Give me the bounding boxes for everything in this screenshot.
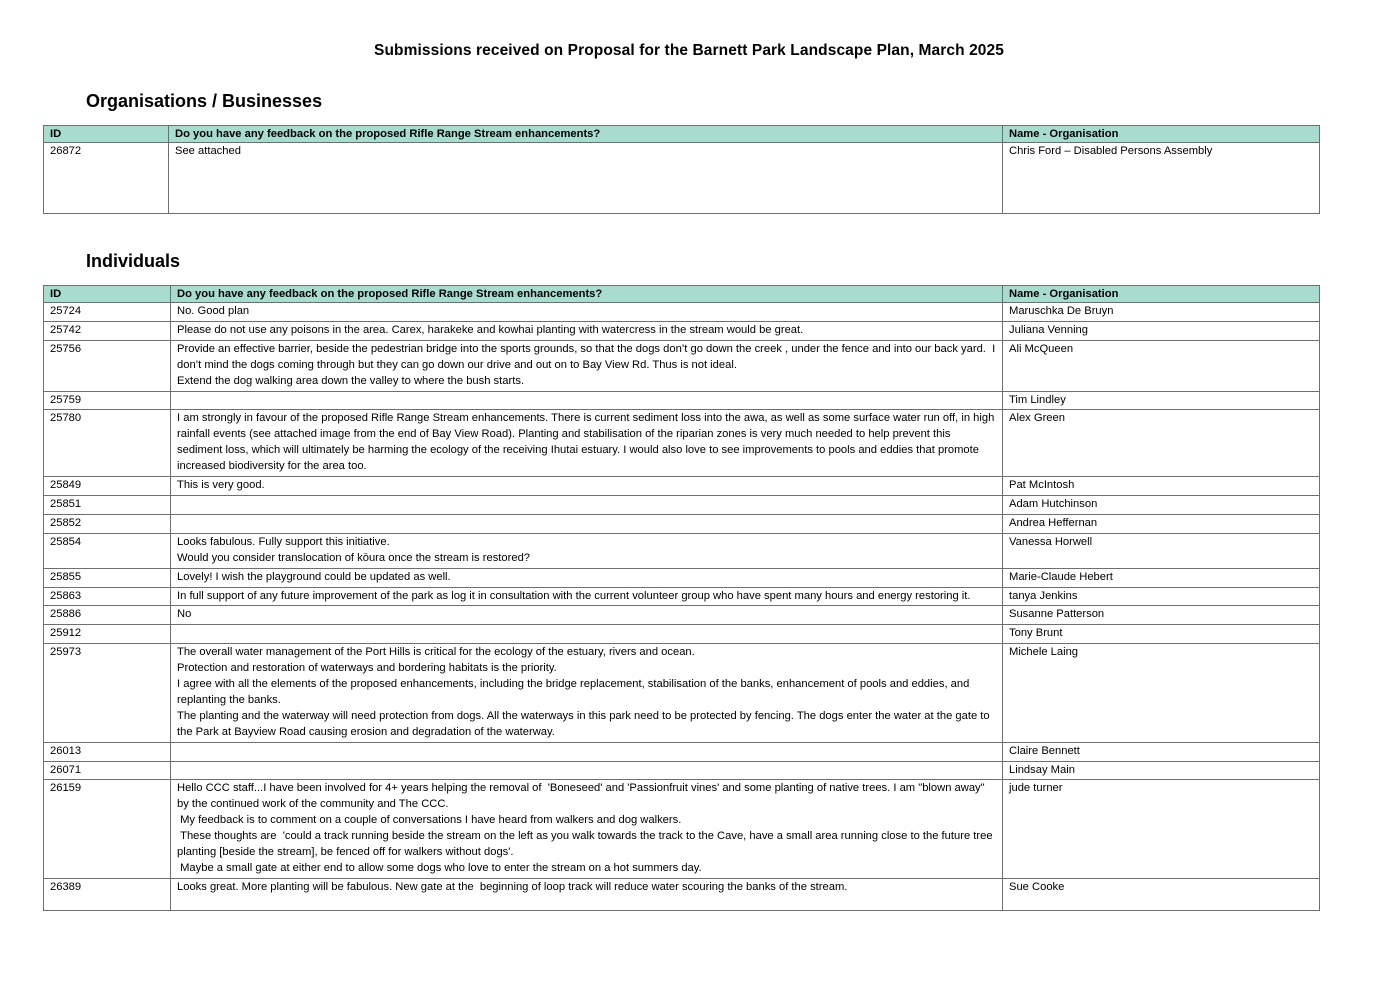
table-header-row [44,126,1320,143]
feedback-paragraph: The planting and the waterway will need protection from dogs. All the waterways in this park need to be protected by fencing. The dogs enter the water at the gate to the Park at Bayview Road causing erosion and degradation of the waterway. [177,709,993,738]
submission-feedback [171,780,1003,878]
feedback-paragraph: I am strongly in favour of the proposed Rifle Range Stream enhancements. There is current sediment loss into the awa, as well as some surface water run off, in high rainfall events (see attached image from the end of Bay View Road). Planting and stabilisation of the riparian zones is very much needed to help prevent this sediment loss, which will ultimately be harming the ecology of the receiving Ihutai estuary. I would also love to see improvements to pools and eddies that promote increased biodiversity for the area too. [177,412,998,473]
feedback-paragraph: Provide an effective barrier, beside the pedestrian bridge into the sports grounds, so that the dogs don’t go down the creek , under the fence and into our back yard. I don’t mind the dogs coming through but they can go down our drive and out on to Bay View Rd. Thus is not ideal. [177,342,999,371]
table-row [44,606,1320,625]
submission-id: 25724 [44,303,171,322]
submission-id: 25912 [44,625,171,644]
submission-id: 26159 [44,780,171,878]
table-row [44,780,1320,878]
submission-feedback [171,514,1003,533]
submission-feedback [171,391,1003,410]
submission-id: 26071 [44,761,171,780]
submission-id: 25855 [44,568,171,587]
submission-feedback [171,606,1003,625]
individuals-table [43,285,1320,911]
submission-id: 25742 [44,321,171,340]
submitter-name: Adam Hutchinson [1003,495,1320,514]
submission-feedback [171,303,1003,322]
submitter-name: Claire Bennett [1003,742,1320,761]
column-header-feedback: Do you have any feedback on the proposed Rifle Range Stream enhancements? [171,286,1003,303]
column-header-id: ID [44,126,169,143]
feedback-paragraph: Would you consider translocation of kōura once the stream is restored? [177,551,531,564]
submitter-name: Vanessa Horwell [1003,533,1320,568]
submission-feedback [171,495,1003,514]
feedback-paragraph: Please do not use any poisons in the area. Carex, harakeke and kowhai planting with watercress in the stream would be great. [177,323,804,336]
submitter-name: tanya Jenkins [1003,587,1320,606]
submission-feedback [171,878,1003,910]
feedback-paragraph: Maybe a small gate at either end to allow some dogs who love to enter the stream on a hot summers day. [177,862,702,874]
submitter-name: Lindsay Main [1003,761,1320,780]
column-header-name: Name - Organisation [1003,126,1320,143]
organisations-table-body [44,143,1320,214]
organisations-table [43,125,1320,214]
submitter-name: Alex Green [1003,410,1320,477]
submission-id: 25851 [44,495,171,514]
table-row [44,761,1320,780]
feedback-paragraph: No. Good plan [177,305,250,317]
table-row [44,340,1320,391]
table-row [44,495,1320,514]
submitter-name: Maruschka De Bruyn [1003,303,1320,322]
document-title: Submissions received on Proposal for the Barnett Park Landscape Plan, March 2025 [374,42,1004,59]
submission-id: 25863 [44,587,171,606]
feedback-paragraph: The overall water management of the Port Hills is critical for the ecology of the estuary, rivers and ocean. [177,646,695,659]
table-row [44,587,1320,606]
submitter-name: Ali McQueen [1003,340,1320,391]
submission-feedback [171,533,1003,568]
table-row [44,644,1320,742]
table-row [44,321,1320,340]
submission-feedback [171,587,1003,606]
feedback-paragraph: Looks fabulous. Fully support this initiative. [177,535,390,548]
submission-id: 25852 [44,514,171,533]
individuals-table-body [44,303,1320,911]
submission-feedback [171,477,1003,496]
submission-feedback [171,340,1003,391]
submission-id: 25854 [44,533,171,568]
feedback-paragraph: See attached [175,145,241,157]
feedback-paragraph: Hello CCC staff...I have been involved for 4+ years helping the removal of 'Boneseed' and 'Passionfruit vines' and some planting of native trees. I am "blown away" by the continued work of the community and The CCC. [177,782,988,811]
submission-id: 26872 [44,143,169,214]
table-row [44,410,1320,477]
submission-feedback [171,644,1003,742]
table-row [44,568,1320,587]
submitter-name: Tony Brunt [1003,625,1320,644]
table-row [44,625,1320,644]
submission-feedback [171,761,1003,780]
submission-id: 26013 [44,742,171,761]
submission-feedback [171,321,1003,340]
submitter-name: Pat McIntosh [1003,477,1320,496]
feedback-paragraph: This is very good. [177,479,265,492]
feedback-paragraph: I agree with all the elements of the proposed enhancements, including the bridge replacement, stabilisation of the banks, enhancement of pools and eddies, and replanting the banks. [177,678,973,706]
table-row [44,878,1320,910]
column-header-name: Name - Organisation [1003,286,1320,303]
submission-id: 25780 [44,410,171,477]
table-row [44,514,1320,533]
submission-id: 25756 [44,340,171,391]
submission-feedback [169,143,1003,214]
feedback-paragraph: These thoughts are 'could a track running beside the stream on the left as you walk towards the track to the Cave, have a small area running close to the future tree planting [beside the stream], be fenced off for walkers without dogs'. [177,830,996,859]
column-header-feedback: Do you have any feedback on the proposed Rifle Range Stream enhancements? [169,126,1003,143]
table-row [44,391,1320,410]
submitter-name: Marie-Claude Hebert [1003,568,1320,587]
feedback-paragraph: Lovely! I wish the playground could be updated as well. [177,570,451,583]
submitter-name: jude turner [1003,780,1320,878]
submitter-name: Susanne Patterson [1003,606,1320,625]
submission-id: 26389 [44,878,171,910]
submission-feedback [171,568,1003,587]
organisations-heading: Organisations / Businesses [86,91,323,111]
feedback-paragraph: In full support of any future improvement of the park as log it in consultation with the current volunteer group who have spent many hours and energy restoring it. [177,589,971,602]
feedback-paragraph: My feedback is to comment on a couple of conversations I have heard from walkers and dog walkers. [177,814,682,827]
table-row [44,742,1320,761]
feedback-paragraph: Protection and restoration of waterways and bordering habitats is the priority. [177,662,557,675]
submission-feedback [171,410,1003,477]
submitter-name: Chris Ford – Disabled Persons Assembly [1003,143,1320,214]
submitter-name: Tim Lindley [1003,391,1320,410]
table-row [44,533,1320,568]
feedback-paragraph: Looks great. More planting will be fabulous. New gate at the beginning of loop track will reduce water scouring the banks of the stream. [177,880,848,893]
submission-feedback [171,742,1003,761]
submission-id: 25973 [44,644,171,742]
submitter-name: Juliana Venning [1003,321,1320,340]
feedback-paragraph: Extend the dog walking area down the valley to where the bush starts. [177,374,525,387]
feedback-paragraph: No [177,608,192,621]
submitter-name: Sue Cooke [1003,878,1320,910]
column-header-id: ID [44,286,171,303]
submission-feedback [171,625,1003,644]
table-row [44,477,1320,496]
individuals-heading: Individuals [86,251,181,271]
table-row [44,143,1320,214]
table-row [44,303,1320,322]
submitter-name: Michele Laing [1003,644,1320,742]
table-header-row [44,286,1320,303]
submission-id: 25849 [44,477,171,496]
submission-id: 25886 [44,606,171,625]
submission-id: 25759 [44,391,171,410]
submitter-name: Andrea Heffernan [1003,514,1320,533]
